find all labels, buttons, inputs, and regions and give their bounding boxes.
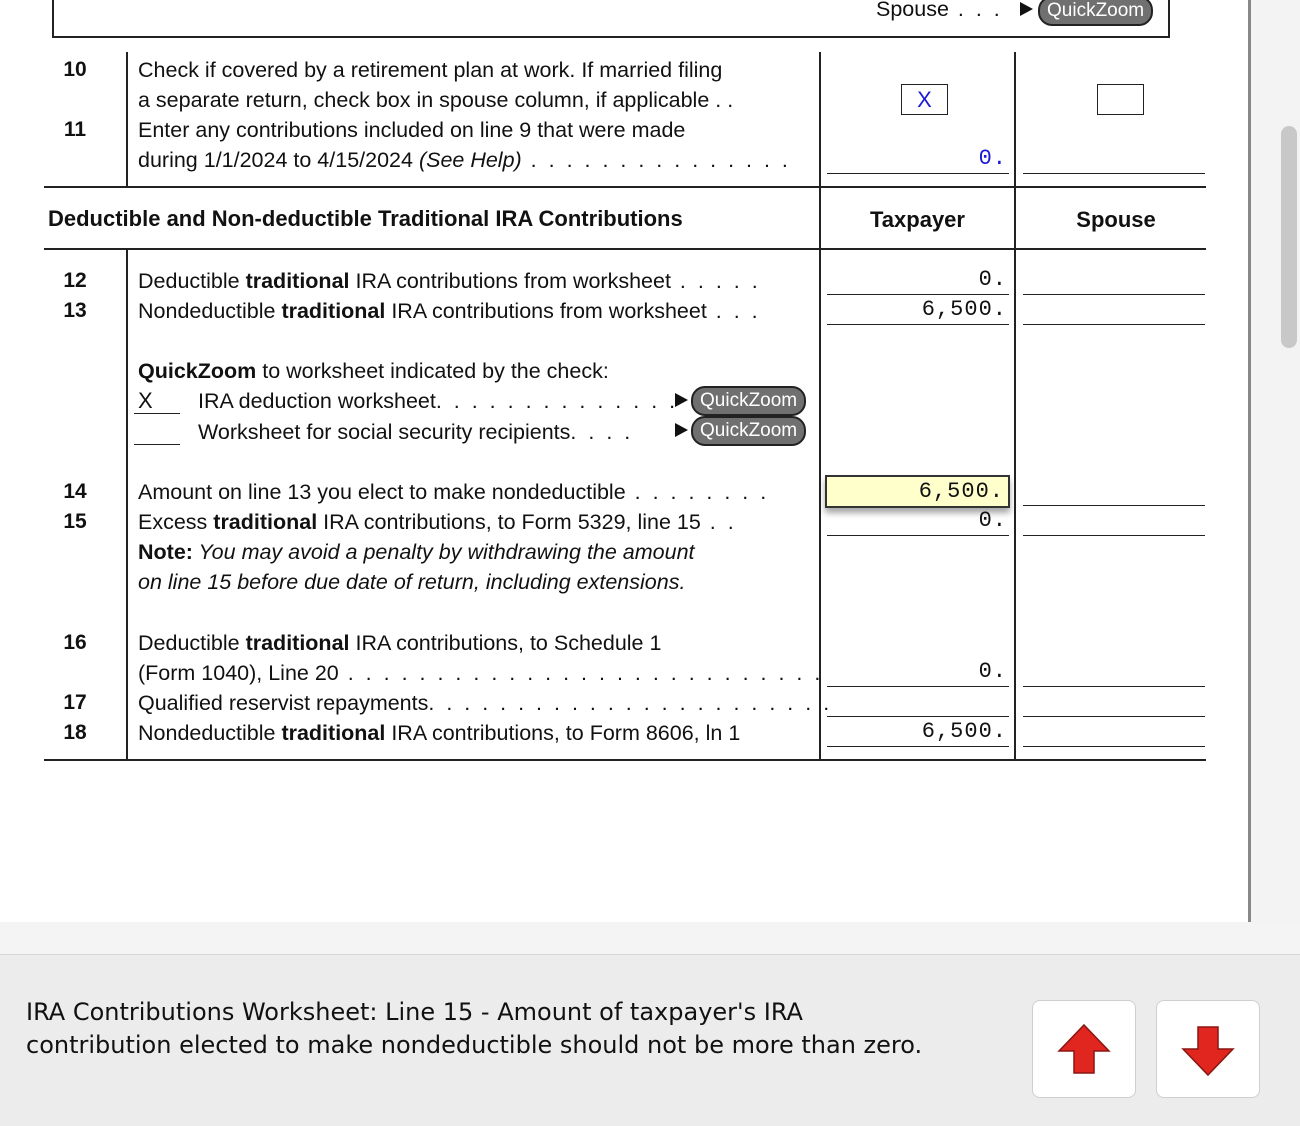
error-message-text: IRA Contributions Worksheet: Line 15 - Amount of taxpayer's IRA contribution elected to make nondeductible should not be more than zero.	[26, 998, 923, 1059]
arrow-down-icon	[1157, 1001, 1259, 1097]
line-13-taxpayer-field[interactable]: 6,500.	[827, 294, 1009, 325]
ira-deduction-worksheet-label: IRA deduction worksheet. . . . . . . . . . . . . .	[198, 389, 679, 413]
spouse-retirement-checkbox[interactable]	[1097, 84, 1144, 115]
header-divider	[44, 248, 1206, 250]
social-security-worksheet-label: Worksheet for social security recipients. . . .	[198, 420, 634, 444]
line-16-spouse-field[interactable]	[1023, 656, 1205, 687]
line-11-text-2: during 1/1/2024 to 4/15/2024 (See Help) . . . . . . . . . . . . . . .	[138, 148, 791, 172]
col-divider-taxpayer	[819, 52, 821, 760]
line-number: 14	[63, 480, 87, 503]
error-message-panel	[0, 922, 1300, 1126]
column-header-spouse: Spouse	[1076, 207, 1156, 232]
line-10-text: Check if covered by a retirement plan at work. If married filing	[138, 58, 723, 82]
line-15-spouse-field[interactable]	[1023, 505, 1205, 536]
line-number: 15	[63, 510, 87, 533]
line-16-text: Deductible traditional IRA contributions, to Schedule 1	[138, 631, 662, 655]
line-18-text: Nondeductible traditional IRA contributions, to Form 8606, ln 1	[138, 721, 741, 745]
col-divider-lines-2	[126, 250, 128, 760]
line-number: 10	[63, 58, 87, 81]
line-number: 12	[63, 269, 87, 292]
line-15-note-2: on line 15 before due date of return, including extensions.	[138, 570, 686, 594]
line-13-text: Nondeductible traditional IRA contributions from worksheet . . .	[138, 299, 761, 323]
line-17-spouse-field[interactable]	[1023, 686, 1205, 717]
line-12-text: Deductible traditional IRA contributions from worksheet . . . . .	[138, 269, 761, 293]
line-17-text: Qualified reservist repayments. . . . . . . . . . . . . . . . . . . . . . .	[138, 691, 833, 715]
line-18-taxpayer-field[interactable]: 6,500.	[827, 716, 1009, 747]
line-number: 13	[63, 299, 87, 322]
line-18-spouse-field[interactable]	[1023, 716, 1205, 747]
line-11-text: Enter any contributions included on line 9 that were made	[138, 118, 686, 142]
social-security-quickzoom-button[interactable]: QuickZoom	[691, 416, 806, 446]
line-15-note: Note: You may avoid a penalty by withdrawing the amount	[138, 540, 695, 564]
quickzoom-heading: QuickZoom to worksheet indicated by the check:	[138, 359, 609, 383]
line-12-spouse-field[interactable]	[1023, 264, 1205, 295]
line-16-text-2: (Form 1040), Line 20 . . . . . . . . . . . . . . . . . . . . . . . . . . .	[138, 661, 824, 685]
line-17-taxpayer-field[interactable]	[827, 686, 1009, 717]
ira-deduction-quickzoom-button[interactable]: QuickZoom	[691, 386, 806, 416]
column-header-taxpayer: Taxpayer	[870, 207, 965, 232]
line-11-spouse-field[interactable]	[1023, 143, 1205, 174]
line-13-spouse-field[interactable]	[1023, 294, 1205, 325]
line-number: 16	[63, 631, 87, 654]
top-quickzoom-arrow-icon	[1020, 2, 1033, 16]
previous-error-button[interactable]	[1032, 1000, 1136, 1098]
line-12-taxpayer-field[interactable]: 0.	[827, 264, 1009, 295]
section-divider	[44, 186, 1206, 188]
panel-top-border	[0, 922, 1300, 955]
quickzoom-arrow-icon	[675, 423, 688, 437]
scrollbar-thumb[interactable]	[1281, 126, 1297, 348]
line-15-text: Excess traditional IRA contributions, to Form 5329, line 15 . .	[138, 510, 737, 534]
line-14-text: Amount on line 13 you elect to make nondeductible . . . . . . . .	[138, 480, 770, 504]
line-11-taxpayer-field[interactable]: 0.	[827, 143, 1009, 174]
top-spouse-label: Spouse . . .	[876, 0, 1003, 21]
top-quickzoom-button[interactable]: QuickZoom	[1038, 0, 1153, 26]
quickzoom-arrow-icon	[675, 393, 688, 407]
line-14-taxpayer-input[interactable]: 6,500.	[825, 475, 1010, 508]
section-title: Deductible and Non-deductible Traditional IRA Contributions	[48, 206, 683, 231]
bottom-divider	[44, 759, 1206, 761]
social-security-worksheet-mark[interactable]	[134, 416, 180, 445]
line-number: 18	[63, 721, 87, 744]
ira-deduction-worksheet-mark[interactable]: X	[134, 386, 180, 414]
line-16-taxpayer-field[interactable]: 0.	[827, 656, 1009, 687]
line-14-spouse-field[interactable]	[1023, 475, 1205, 506]
line-number: 11	[63, 118, 87, 141]
line-10-text-2: a separate return, check box in spouse column, if applicable . .	[138, 88, 734, 112]
arrow-up-icon	[1033, 1001, 1135, 1097]
next-error-button[interactable]	[1156, 1000, 1260, 1098]
line-number: 17	[63, 691, 87, 714]
line-15-taxpayer-field[interactable]: 0.	[827, 505, 1009, 536]
col-divider-lines	[126, 52, 128, 186]
col-divider-spouse	[1014, 52, 1016, 760]
taxpayer-retirement-checkbox[interactable]: X	[901, 84, 948, 115]
